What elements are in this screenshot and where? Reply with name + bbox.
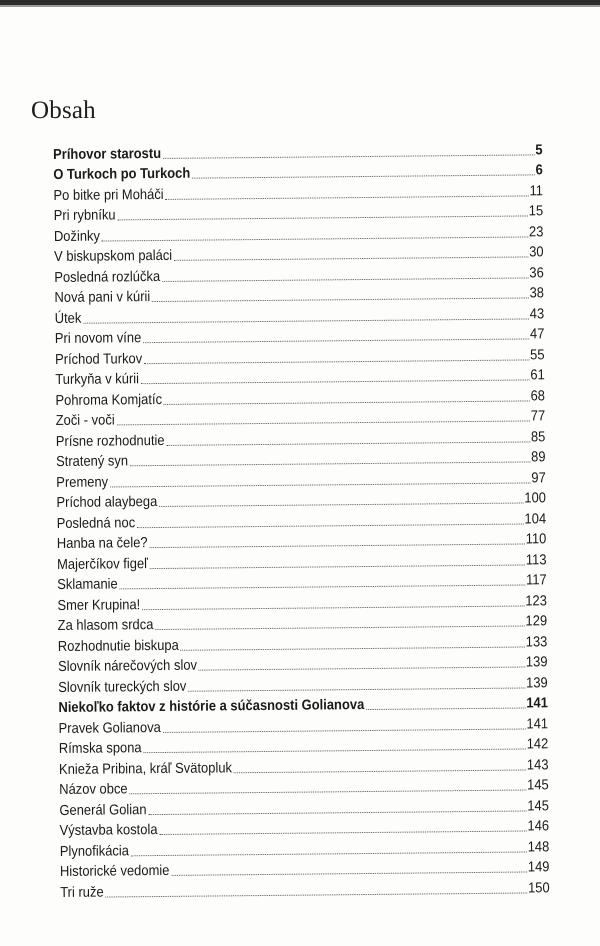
toc-entry-title: Majerčíkov figeľ [56,555,148,573]
toc-dot-leader [144,359,529,364]
toc-dot-leader [152,297,529,302]
toc-dot-leader [143,338,529,343]
toc-entry-title: Za hlasom srdca [57,617,154,634]
toc-entry-page: 77 [530,408,546,425]
toc-dot-leader [171,871,527,875]
toc-entry-title: Príchod Turkov [55,350,143,368]
toc-entry-title: Posledná rozlúčka [54,268,161,286]
toc-entry-page: 142 [526,736,549,753]
toc-entry-title: Slovník tureckých slov [58,678,187,696]
toc-entry-page: 141 [526,695,548,712]
toc-entry-page: 47 [529,326,545,343]
toc-dot-leader [131,851,527,856]
toc-entry-title: Pri rybníku [53,207,116,224]
toc-entry-title: Knieža Pribina, kráľ Svätopluk [58,759,233,778]
toc-dot-leader [105,892,527,897]
toc-entry-title: Slovník nárečových slov [57,657,198,675]
toc-dot-leader [129,789,526,794]
toc-entry-title: Po bitke pri Moháči [53,186,164,204]
toc-entry-title: Rozhodnutie biskupa [57,637,179,655]
toc-entry-page: 133 [525,633,548,650]
toc-entry-page: 150 [527,879,550,896]
toc-dot-leader [117,215,527,220]
toc-dot-leader [120,584,526,589]
toc-entry-page: 129 [525,613,548,630]
toc-entry-page: 145 [527,797,549,814]
toc-entry-page: 110 [525,531,547,548]
toc-dot-leader [163,728,526,732]
toc-dot-leader [155,625,524,630]
toc-entry-title: Posledná noc [56,514,136,532]
toc-dot-leader [181,646,525,650]
toc-dot-leader [192,174,535,178]
toc-entry-page: 11 [529,182,544,199]
toc-entry [60,876,550,901]
toc-entry-title: Pri novom víne [54,330,142,347]
toc-entry-page: 146 [527,818,550,835]
toc-dot-leader [149,543,524,548]
toc-entry-title: Plynofikácia [59,842,129,860]
toc-entry-title: Sklamanie [57,576,118,593]
toc-entry-page: 85 [530,428,546,445]
toc-entry-title: Výstavba kostola [59,822,158,839]
table-of-contents [53,138,550,901]
toc-dot-leader [162,277,529,282]
toc-entry-title: Príchod alaybega [56,494,158,511]
toc-entry-page: 104 [524,510,547,527]
toc-dot-leader [234,769,526,773]
toc-entry-title: Pohroma Komjatíc [55,391,163,409]
toc-dot-leader [166,441,530,445]
toc-entry-title: Prísne rozhodnutie [55,432,165,450]
toc-entry-page: 43 [529,305,545,322]
toc-dot-leader [163,154,535,159]
page-top-edge-shadow [0,5,600,7]
toc-entry-title: Turkyňa v kúrii [55,371,140,388]
toc-dot-leader [143,748,525,753]
toc-entry-page: 139 [525,654,548,671]
toc-entry-title: Generál Golian [59,801,147,819]
toc-entry-page: 15 [528,203,544,220]
toc-dot-leader [148,810,526,815]
toc-entry-page: 68 [530,387,546,404]
toc-entry-title: Niekoľko faktov z histórie a súčasnosti Golianova [58,697,365,716]
toc-entry-page: 5 [535,141,543,158]
toc-entry-page: 141 [526,715,549,732]
toc-entry-title: Tri ruže [60,884,104,901]
toc-dot-leader [188,687,525,691]
toc-entry-page: 30 [529,244,544,261]
toc-entry-title: Rímska spona [58,740,142,757]
toc-entry-title: Názov obce [59,781,128,798]
toc-dot-leader [110,482,531,487]
toc-entry-page: 55 [530,346,545,363]
toc-dot-leader [159,503,523,507]
toc-entry-title: Stratený syn [55,453,129,470]
toc-dot-leader [164,400,530,405]
toc-entry-title: Smer Krupina! [57,596,141,614]
toc-entry-title: Zoči - voči [55,412,115,429]
toc-dot-leader [83,318,529,323]
toc-entry-title: V biskupskom paláci [54,247,173,265]
toc-entry-title: Historické vedomie [59,862,170,880]
toc-entry-page: 36 [529,264,544,281]
toc-entry-page: 6 [535,162,543,179]
toc-entry-page: 123 [525,592,547,609]
toc-entry-page: 148 [527,838,550,855]
toc-entry-page: 117 [525,572,547,589]
toc-entry-title: Dožinky [53,228,101,245]
toc-entry-page: 38 [529,285,545,302]
toc-entry-title: Hanba na čele? [56,535,148,552]
toc-entry-page: 89 [531,449,546,466]
toc-dot-leader [102,236,528,241]
toc-dot-leader [165,195,528,199]
toc-entry-title: Premeny [56,473,109,491]
toc-entry-page: 139 [526,674,548,691]
toc-entry-page: 97 [531,469,546,486]
toc-entry-page: 23 [528,223,544,240]
toc-entry-page: 145 [526,777,549,794]
toc-entry-page: 113 [525,551,547,568]
toc-dot-leader [174,256,528,260]
toc-dot-leader [141,379,530,384]
toc-dot-leader [117,420,530,425]
page-title: Obsah [31,97,96,124]
toc-entry-title: O Turkoch po Turkoch [53,165,191,183]
toc-entry-title: Príhovor starostu [53,145,162,163]
toc-dot-leader [159,830,526,835]
toc-dot-leader [142,605,524,610]
toc-dot-leader [366,707,525,710]
toc-entry-page: 100 [524,490,547,507]
toc-entry-title: Nová pani v kúrii [54,289,151,306]
toc-dot-leader [150,564,525,569]
toc-dot-leader [199,666,525,670]
toc-dot-leader [137,523,524,528]
toc-entry-page: 61 [530,367,545,384]
toc-entry-page: 143 [526,756,549,773]
toc-entry-title: Útek [54,310,82,327]
toc-entry-page: 149 [527,859,550,876]
toc-dot-leader [130,461,530,466]
toc-entry-title: Pravek Golianova [58,719,161,737]
